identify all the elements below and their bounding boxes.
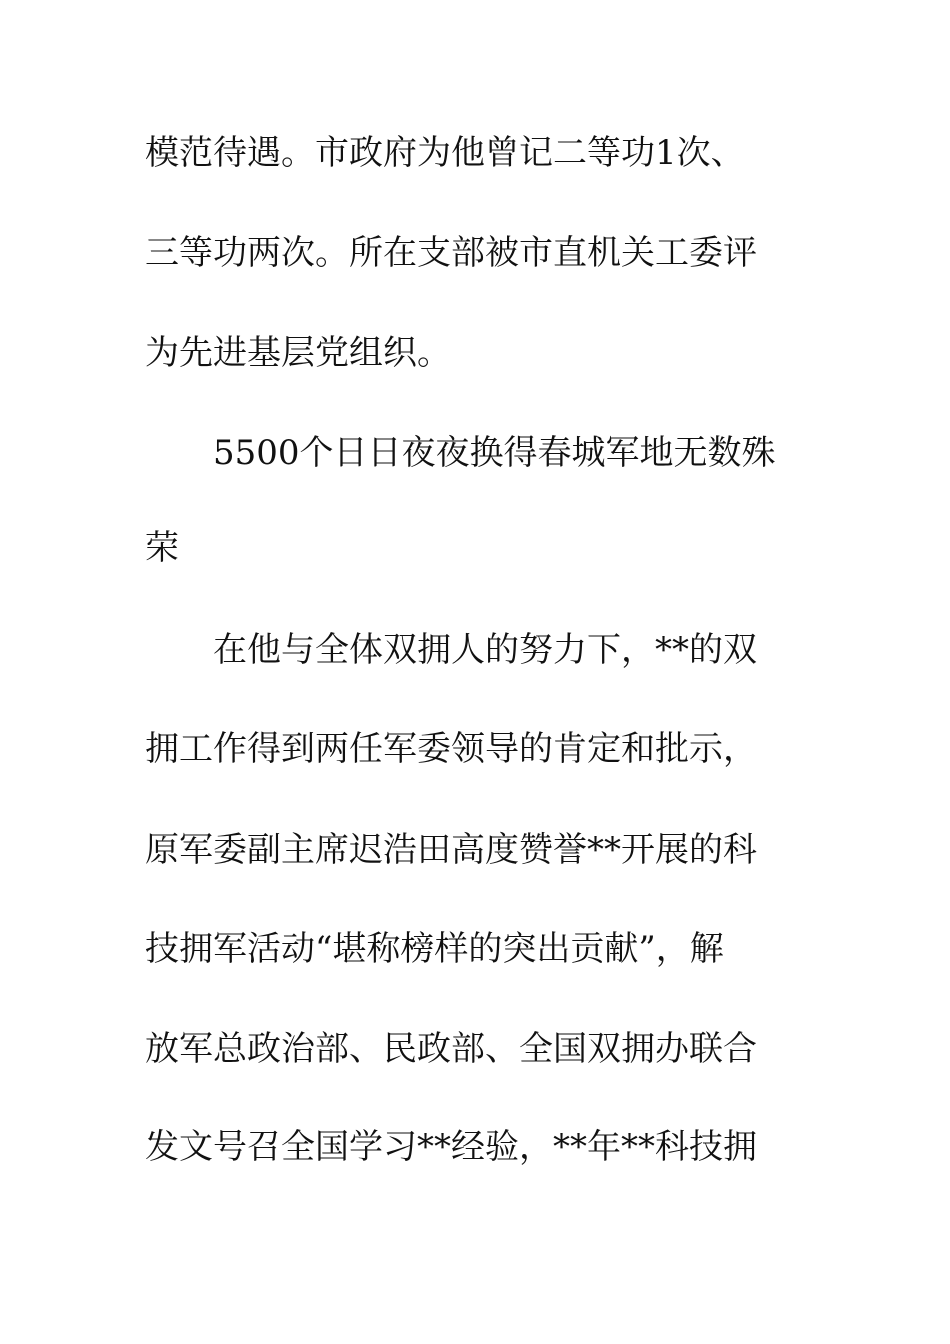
paragraph-1-line-2: 三等功两次。所在支部被市直机关工委评 [145, 233, 757, 273]
paragraph-1-line-3: 为先进基层党组织。 [145, 333, 451, 373]
section-heading-line-2: 荣 [145, 528, 179, 568]
paragraph-3-line-5: 放军总政治部、民政部、全国双拥办联合 [145, 1029, 757, 1069]
section-heading-line-1: 5500个日日夜夜换得春城军地无数殊 [213, 433, 776, 473]
paragraph-3-line-6: 发文号召全国学习**经验，**年**科技拥 [145, 1127, 757, 1167]
paragraph-3-line-4: 技拥军活动“堪称榜样的突出贡献”，解 [145, 929, 724, 969]
paragraph-3-line-1: 在他与全体双拥人的努力下，**的双 [213, 630, 757, 670]
paragraph-1-line-1: 模范待遇。市政府为他曾记二等功1次、 [145, 133, 745, 173]
paragraph-3-line-2: 拥工作得到两任军委领导的肯定和批示， [145, 729, 757, 769]
paragraph-3-line-3: 原军委副主席迟浩田高度赞誉**开展的科 [145, 830, 757, 870]
